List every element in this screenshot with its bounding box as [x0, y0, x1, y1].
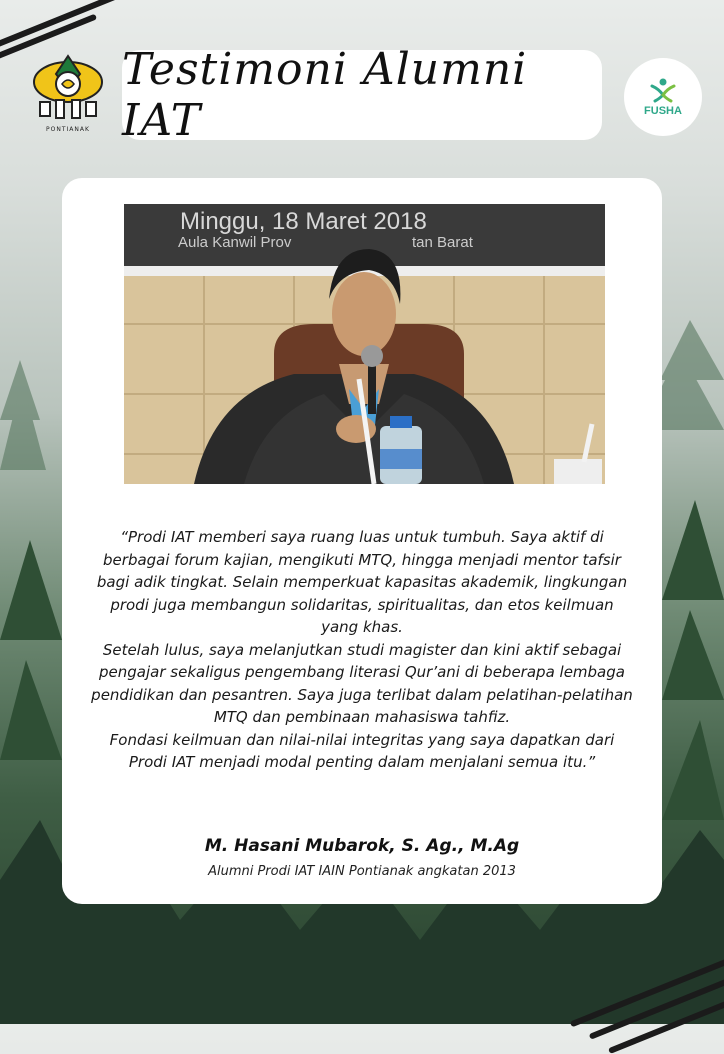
testimonial-quote — [90, 526, 634, 774]
photo-banner-line2: Aula Kanwil Prov — [178, 234, 292, 251]
page-title: Testimoni Alumni IAT — [122, 44, 528, 146]
institution-emblem-icon — [30, 50, 106, 136]
alumni-role: Alumni Prodi IAT IAIN Pontianak angkatan 2013 — [208, 864, 516, 879]
fusha-logo-label: FUSHA — [644, 105, 682, 117]
quote-paragraph: Fondasi keilmuan dan nilai-nilai integritas yang saya dapatkan dari Prodi IAT menjadi modal penting dalam menjalani semua itu.” — [109, 730, 615, 771]
fusha-logo-icon — [624, 58, 702, 136]
testimonial-card — [62, 178, 662, 904]
alumni-photo — [124, 204, 605, 484]
photo-banner-line1: Minggu, 18 Maret 2018 — [180, 208, 427, 235]
quote-paragraph: Setelah lulus, saya melanjutkan studi magister dan kini aktif sebagai pengajar sekaligus pengembang literasi Qur’ani di beberapa lembaga pendidikan dan pesantren. Saya juga terlibat dalam pelatihan-pelatihan MTQ dan pembinaan mahasiswa tahfiz. — [91, 640, 633, 726]
alumni-name: M. Hasani Mubarok, S. Ag., M.Ag — [204, 836, 520, 856]
institution-logo-text: PONTIANAK — [46, 126, 90, 133]
title-banner — [122, 44, 602, 146]
photo-banner-line2-tail: tan Barat — [412, 234, 473, 251]
quote-paragraph: “Prodi IAT memberi saya ruang luas untuk tumbuh. Saya aktif di berbagai forum kajian, mengikuti MTQ, hingga menjadi mentor tafsir bagi adik tingkat. Selain memperkuat kapasitas akademik, lingkungan prodi juga membangun solidaritas, spiritualitas, dan etos keilmuan yang khas. — [96, 528, 628, 636]
